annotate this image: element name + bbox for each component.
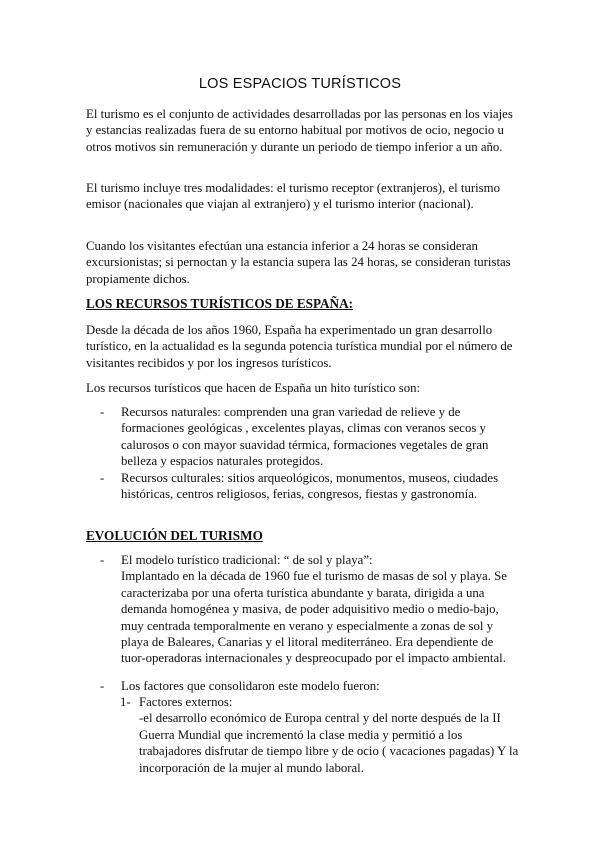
dash-bullet: - bbox=[100, 679, 105, 693]
numbered-item bbox=[120, 694, 520, 776]
factors-title: Factores externos: bbox=[139, 695, 233, 709]
model-description: Implantado en la década de 1960 fue el turismo de masas de sol y playa. Se caracterizaba por una oferta turística abundante y barata, dirigida a una demanda homogénea y masiva, de poder adquisitivo medio o medio-bajo, muy centrada temporalmente en verano y especialmente a zonas de sol y playa de Baleares, Canarias y el litoral mediterráneo. Era dependiente de tuor-operadoras internacionales y despreocupado por el impacto ambiental. bbox=[121, 569, 507, 666]
section-heading-evolucion: EVOLUCIÓN DEL TURISMO bbox=[86, 528, 263, 543]
dash-bullet: - bbox=[100, 405, 105, 419]
item-number: 1- bbox=[120, 695, 131, 709]
factors-description: -el desarrollo económico de Europa central y del norte después de la II Guerra Mundial que incrementó la clase media y permitió a los trabajadores disfrutar de tiempo libre y de ocio ( vacaciones pagadas) Y la incorporación de la mujer al mundo laboral. bbox=[139, 711, 519, 775]
list-item bbox=[100, 470, 520, 503]
intro-paragraph-2: El turismo incluye tres modalidades: el turismo receptor (extranjeros), el turismo emisor (nacionales que viajan al extranjero) y el turismo interior (nacional). bbox=[86, 181, 501, 212]
page-title: LOS ESPACIOS TURÍSTICOS bbox=[198, 76, 402, 92]
numbered-item-text bbox=[139, 694, 520, 776]
intro-paragraph-1: El turismo es el conjunto de actividades desarrolladas por las personas en los viajes y estancias realizadas fuera de su entorno habitual por motivos de ocio, negocio u otros motivos sin remuneración y durante un periodo de tiempo inferior a un año. bbox=[86, 107, 513, 154]
dash-bullet: - bbox=[100, 553, 105, 567]
list-item bbox=[100, 552, 520, 667]
model-title: El modelo turístico tradicional: “ de sol y playa”: bbox=[121, 553, 373, 567]
recursos-paragraph-1: Desde la década de los años 1960, España ha experimentado un gran desarrollo turístico, en la actualidad es la segunda potencia turística mundial por el número de visitantes recibidos y por los ingresos turísticos. bbox=[86, 323, 513, 370]
list-item-text: Recursos naturales: comprenden una gran variedad de relieve y de formaciones geológicas , excelentes playas, climas con veranos secos y calurosos o con mayor suavidad térmica, formaciones vegetales de gran belleza y espacios naturales protegidos. bbox=[121, 405, 489, 469]
list-item-text bbox=[121, 552, 520, 667]
section-heading-recursos: LOS RECURSOS TURÍSTICOS DE ESPAÑA: bbox=[86, 296, 353, 311]
intro-paragraph-3: Cuando los visitantes efectúan una estancia inferior a 24 horas se consideran excursionistas; si pernoctan y la estancia supera las 24 horas, se consideran turistas propiamente dichos. bbox=[86, 239, 511, 286]
list-item-text: Recursos culturales: sitios arqueológicos, monumentos, museos, ciudades históricas, centros religiosos, ferias, congresos, fiestas y gastronomía. bbox=[121, 471, 499, 502]
dash-bullet: - bbox=[100, 471, 105, 485]
list-item bbox=[100, 678, 520, 694]
list-item-text: Los factores que consolidaron este modelo fueron: bbox=[121, 679, 380, 693]
list-item bbox=[100, 404, 520, 470]
recursos-paragraph-2: Los recursos turísticos que hacen de España un hito turístico son: bbox=[86, 381, 421, 395]
